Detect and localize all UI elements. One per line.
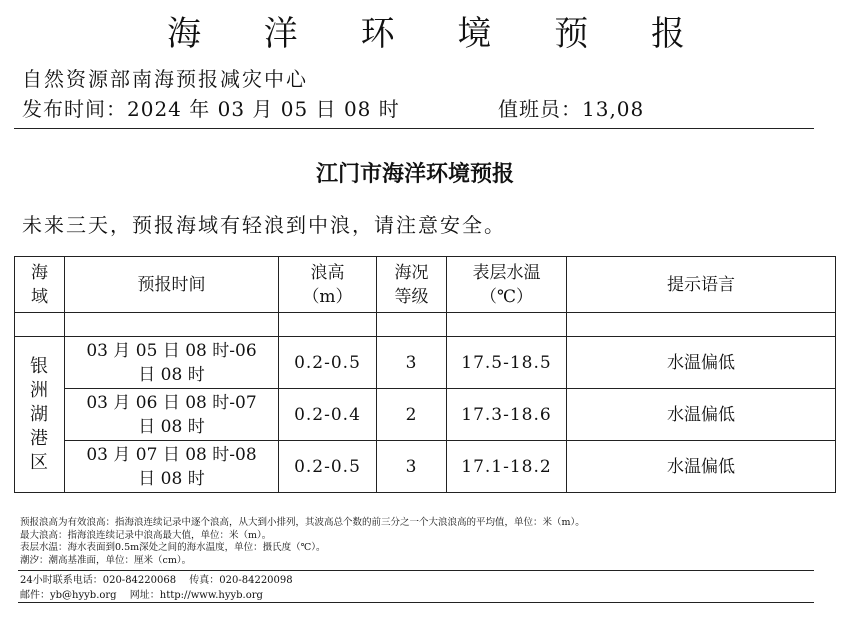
forecast-subtitle: 江门市海洋环境预报 xyxy=(315,161,514,187)
row-tip: 水温偏低 xyxy=(667,404,735,425)
duty-officer: 值班员：13,08 xyxy=(498,97,645,121)
footnote-line: 最大浪高：指海浪连续记录中浪高最大值，单位：米（m）。 xyxy=(20,529,272,541)
header-sst-line: 表层水温 xyxy=(472,262,541,283)
row-tip: 水温偏低 xyxy=(667,352,735,373)
header-sea-state-line: 海况 xyxy=(394,262,429,283)
footer-divider xyxy=(18,570,814,571)
row-sea-state: 3 xyxy=(405,352,418,373)
table-border-bottom xyxy=(14,492,836,493)
row-sst: 17.5-18.5 xyxy=(461,352,552,373)
header-sea-state xyxy=(377,257,446,312)
header-tip: 提示语言 xyxy=(667,274,735,295)
header-area-line: 海 xyxy=(31,262,48,283)
contact-info: 24小时联系电话：020-84220068 传真：020-84220098 xyxy=(20,575,293,586)
header-area xyxy=(15,257,64,312)
area-name-char: 湖 xyxy=(30,403,48,425)
time-line: 03 月 06 日 08 时-07 xyxy=(86,392,257,413)
forecast-summary: 未来三天，预报海域有轻浪到中浪，请注意安全。 xyxy=(22,213,506,237)
row-sst: 17.1-18.2 xyxy=(461,456,552,477)
header-sst xyxy=(447,257,566,312)
row-forecast-time xyxy=(65,441,278,492)
footnotes xyxy=(20,517,585,567)
area-name-char: 港 xyxy=(30,427,48,449)
row-sea-state: 3 xyxy=(405,456,418,477)
header-wave-height xyxy=(279,257,376,312)
agency-name: 自然资源部南海预报减灾中心 xyxy=(22,67,308,91)
row-wave-height: 0.2-0.5 xyxy=(294,352,361,373)
row-forecast-time xyxy=(65,389,278,440)
publish-time: 发布时间：2024 年 03 月 05 日 08 时 xyxy=(22,97,400,121)
forecast-table xyxy=(14,256,836,493)
email-website: 邮件：yb@hyyb.org 网址：http://www.hyyb.org xyxy=(20,590,263,601)
row-sst: 17.3-18.6 xyxy=(461,404,552,425)
footnote-line: 表层水温：海水表面到0.5m深处之间的海水温度，单位：摄氏度（℃）。 xyxy=(20,542,326,553)
footnote-line: 潮汐：潮高基准面，单位：厘米（cm）。 xyxy=(20,554,192,566)
header-divider xyxy=(14,128,814,129)
header-wave-unit: （m） xyxy=(302,286,353,307)
row-tip: 水温偏低 xyxy=(667,456,735,477)
table-header-divider xyxy=(14,312,836,313)
header-sst-unit: （℃） xyxy=(479,286,534,307)
area-name xyxy=(15,337,63,492)
time-line: 03 月 07 日 08 时-08 xyxy=(86,444,257,465)
area-name-char: 洲 xyxy=(30,379,48,401)
header-wave-line: 浪高 xyxy=(310,262,345,283)
footnote-line: 预报浪高为有效浪高：指海浪连续记录中逐个浪高，从大到小排列，其波高总个数的前三分之一个大浪浪高的平均值，单位：米（m）。 xyxy=(20,517,585,528)
header-sea-state-line: 等级 xyxy=(394,286,429,307)
document-title: 海 洋 环 境 预 报 xyxy=(166,14,712,54)
time-line: 日 08 时 xyxy=(138,416,205,437)
row-wave-height: 0.2-0.4 xyxy=(294,404,361,425)
header-forecast-time: 预报时间 xyxy=(137,274,206,295)
time-line: 03 月 05 日 08 时-06 xyxy=(86,340,257,361)
table-border-right xyxy=(835,256,836,493)
row-wave-height: 0.2-0.5 xyxy=(294,456,361,477)
row-forecast-time xyxy=(65,337,278,388)
header-area-line: 域 xyxy=(31,286,48,307)
footer-bottom-divider xyxy=(18,602,814,603)
time-line: 日 08 时 xyxy=(138,468,205,489)
row-sea-state: 2 xyxy=(405,404,418,425)
time-line: 日 08 时 xyxy=(138,364,205,385)
area-name-char: 区 xyxy=(30,451,48,473)
area-name-char: 银 xyxy=(30,355,48,377)
